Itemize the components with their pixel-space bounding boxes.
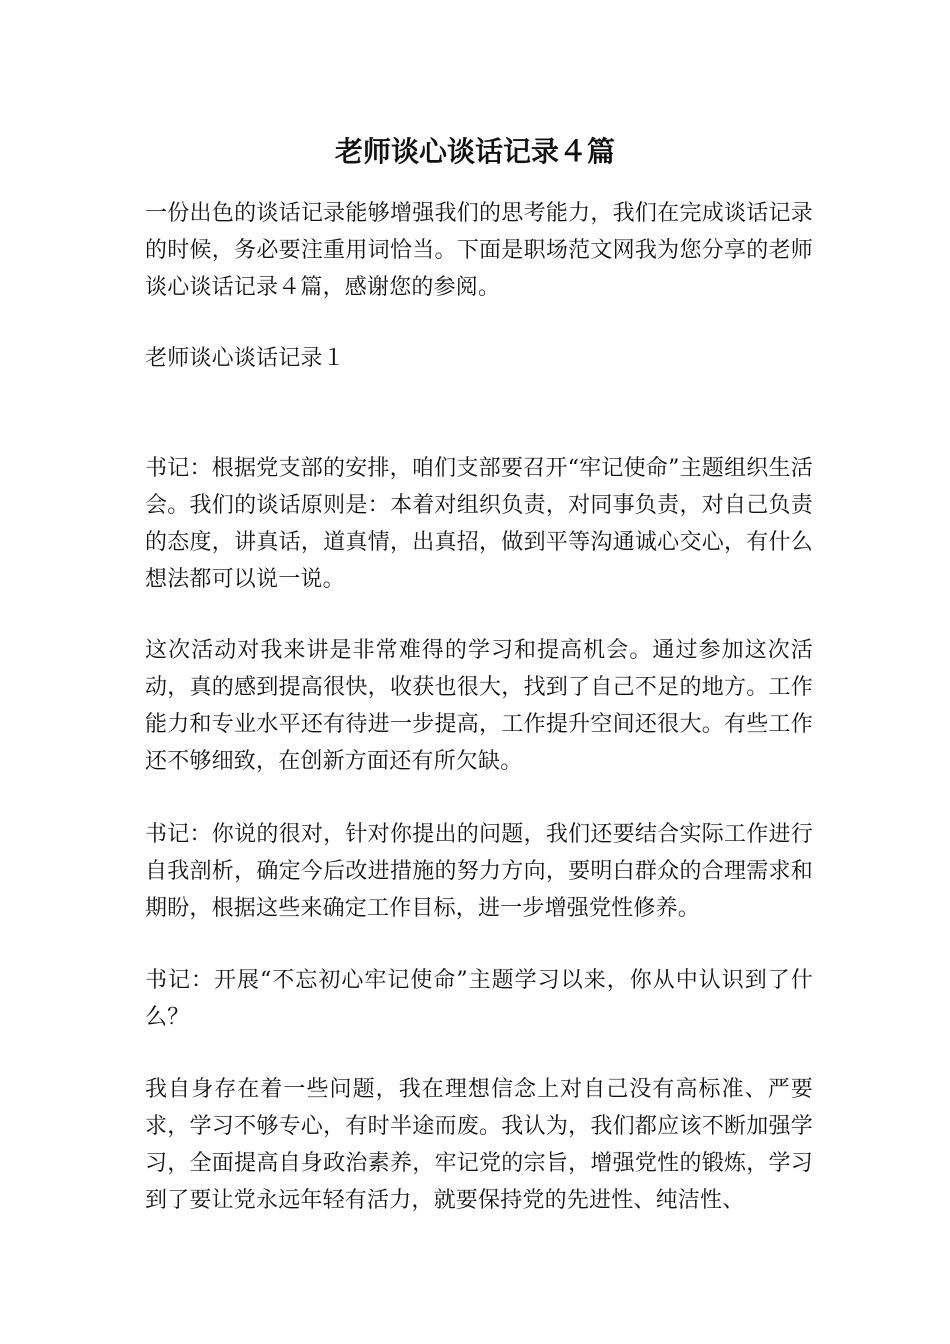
body-paragraph: 书记：开展“不忘初心牢记使命”主题学习以来，你从中认识到了什么？ — [145, 968, 813, 1030]
body-paragraph: 我自身存在着一些问题，我在理想信念上对自己没有高标准、严要求，学习不够专心，有时半途而废。我认为，我们都应该不断加强学习，全面提高自身政治素养，牢记党的宗旨，增强党性的锻炼，学习到了要让党永远年轻有活力，就要保持党的先进性、纯洁性、 — [145, 1077, 813, 1213]
intro-paragraph: 一份出色的谈话记录能够增强我们的思考能力，我们在完成谈话记录的时候，务必要注重用词恰当。下面是职场范文网我为您分享的老师谈心谈话记录４篇，感谢您的参阅。 — [145, 201, 813, 300]
body-paragraph: 书记：根据党支部的安排，咱们支部要召开“牢记使命”主题组织生活会。我们的谈话原则是：本着对组织负责，对同事负责，对自己负责的态度，讲真话，道真情，出真招，做到平等沟通诚心交心，有什么想法都可以说一说。 — [145, 456, 813, 592]
body-paragraph: 书记：你说的很对，针对你提出的问题，我们还要结合实际工作进行自我剖析，确定今后改进措施的努力方向，要明白群众的合理需求和期盼，根据这些来确定工作目标，进一步增强党性修养。 — [145, 822, 813, 921]
document-title: 老师谈心谈话记录４篇 — [334, 135, 615, 168]
body-paragraph: 这次活动对我来讲是非常难得的学习和提高机会。通过参加这次活动，真的感到提高很快，收获也很大，找到了自己不足的地方。工作能力和专业水平还有待进一步提高，工作提升空间还很大。有些工作还不够细致，在创新方面还有所欠缺。 — [145, 638, 813, 774]
section-heading: 老师谈心谈话记录１ — [145, 346, 345, 371]
